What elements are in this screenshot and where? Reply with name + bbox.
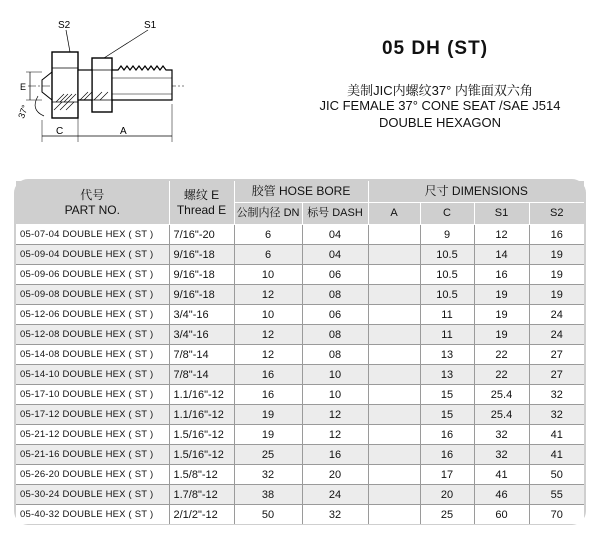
subtitle-chinese: 美制JIC内螺纹37° 内锥面双六角 [347,83,533,98]
table-row [16,385,584,405]
spec-table [16,181,584,524]
cell-c: 15 [420,385,474,405]
label-s2: S2 [58,20,71,31]
cell-c: 25 [420,505,474,525]
cell-s2: 50 [529,465,584,485]
cell-s1: 60 [474,505,529,525]
label-c: C [56,126,64,137]
cell-c: 20 [420,485,474,505]
cell-s1: 14 [474,245,529,265]
cell-dn: 25 [234,445,302,465]
header-s1: S1 [474,203,529,225]
cell-dash: 10 [302,385,368,405]
cell-dash: 04 [302,225,368,245]
cell-dash: 12 [302,425,368,445]
table-row [16,265,584,285]
cell-a [368,425,420,445]
cell-part-no: 05-21-12 DOUBLE HEX ( ST ) [16,425,169,445]
cell-thread: 1.1/16"-12 [169,405,234,425]
cell-dash: 06 [302,305,368,325]
cell-thread: 1.5/8"-12 [169,465,234,485]
cell-a [368,225,420,245]
cell-dn: 19 [234,405,302,425]
cell-a [368,445,420,465]
cell-dash: 06 [302,265,368,285]
cell-c: 9 [420,225,474,245]
cell-part-no: 05-21-16 DOUBLE HEX ( ST ) [16,445,169,465]
header-c: C [420,203,474,225]
cell-thread: 7/8"-14 [169,345,234,365]
cell-thread: 3/4"-16 [169,325,234,345]
cell-s1: 46 [474,485,529,505]
cell-c: 10.5 [420,245,474,265]
cell-dn: 12 [234,285,302,305]
cell-dn: 6 [234,225,302,245]
cell-a [368,365,420,385]
label-a: A [120,126,127,137]
header-part-cn: 代号 [80,187,105,202]
cell-dash: 12 [302,405,368,425]
subtitle-english-line2: DOUBLE HEXAGON [378,115,502,130]
cell-part-no: 05-09-04 DOUBLE HEX ( ST ) [16,245,169,265]
label-s1: S1 [144,20,157,31]
cell-s1: 19 [474,285,529,305]
cell-c: 10.5 [420,265,474,285]
header-part-no [16,181,169,225]
table-row [16,325,584,345]
table-row [16,445,584,465]
cell-s2: 27 [529,345,584,365]
cell-s1: 22 [474,345,529,365]
cell-s1: 32 [474,425,529,445]
cell-c: 11 [420,325,474,345]
cell-c: 13 [420,365,474,385]
cell-dn: 10 [234,305,302,325]
cell-thread: 9/16"-18 [169,285,234,305]
cell-c: 11 [420,305,474,325]
table-row [16,405,584,425]
cell-part-no: 05-12-06 DOUBLE HEX ( ST ) [16,305,169,325]
cell-s2: 24 [529,305,584,325]
header-part-en: PART NO. [64,202,120,217]
cell-part-no: 05-26-20 DOUBLE HEX ( ST ) [16,465,169,485]
cell-thread: 9/16"-18 [169,265,234,285]
header-a: A [368,203,420,225]
cell-s2: 41 [529,425,584,445]
cell-c: 10.5 [420,285,474,305]
cell-dn: 10 [234,265,302,285]
cell-dn: 32 [234,465,302,485]
cell-c: 16 [420,445,474,465]
header-s2: S2 [529,203,584,225]
cell-a [368,405,420,425]
cell-thread: 7/16"-20 [169,225,234,245]
cell-thread: 3/4"-16 [169,305,234,325]
cell-dash: 24 [302,485,368,505]
header-thread-en: Thread E [176,202,227,217]
cell-thread: 7/8"-14 [169,365,234,385]
cell-s2: 55 [529,485,584,505]
cell-s2: 19 [529,285,584,305]
cell-dash: 16 [302,445,368,465]
cell-thread: 9/16"-18 [169,245,234,265]
cell-a [368,265,420,285]
cell-c: 17 [420,465,474,485]
header-hose-bore: 胶管 HOSE BORE [234,181,368,203]
cell-s1: 25.4 [474,405,529,425]
cell-part-no: 05-14-10 DOUBLE HEX ( ST ) [16,365,169,385]
table-row [16,365,584,385]
cell-dash: 20 [302,465,368,485]
cell-s2: 24 [529,325,584,345]
cell-s1: 19 [474,325,529,345]
cell-part-no: 05-17-12 DOUBLE HEX ( ST ) [16,405,169,425]
cell-part-no: 05-07-04 DOUBLE HEX ( ST ) [16,225,169,245]
cell-dash: 08 [302,285,368,305]
cell-a [368,245,420,265]
cell-dash: 04 [302,245,368,265]
cell-part-no: 05-17-10 DOUBLE HEX ( ST ) [16,385,169,405]
table-row [16,485,584,505]
cell-c: 16 [420,425,474,445]
cell-dash: 10 [302,365,368,385]
cell-s1: 19 [474,305,529,325]
cell-thread: 2/1/2"-12 [169,505,234,525]
cell-a [368,325,420,345]
cell-part-no: 05-14-08 DOUBLE HEX ( ST ) [16,345,169,365]
label-angle: 37° [16,103,31,120]
cell-dn: 50 [234,505,302,525]
cell-thread: 1.5/16"-12 [169,425,234,445]
spec-table-body [16,225,584,525]
cell-thread: 1.7/8"-12 [169,485,234,505]
spec-table-container [14,179,586,525]
cell-s2: 16 [529,225,584,245]
cell-dash: 32 [302,505,368,525]
cell-part-no: 05-09-08 DOUBLE HEX ( ST ) [16,285,169,305]
cell-c: 13 [420,345,474,365]
subtitle-english-line1: JIC FEMALE 37° CONE SEAT /SAE J514 [319,98,561,113]
cell-s2: 32 [529,385,584,405]
cell-c: 15 [420,405,474,425]
cell-s2: 70 [529,505,584,525]
cell-a [368,285,420,305]
cell-s1: 22 [474,365,529,385]
table-row [16,345,584,365]
header-dn: 公制内径 DN [234,203,302,225]
cell-thread: 1.1/16"-12 [169,385,234,405]
cell-s1: 41 [474,465,529,485]
cell-s2: 41 [529,445,584,465]
header-thread-cn: 螺纹 E [183,187,220,202]
table-row [16,465,584,485]
cell-dn: 16 [234,385,302,405]
cell-s1: 12 [474,225,529,245]
cell-a [368,485,420,505]
cell-dash: 08 [302,325,368,345]
cell-a [368,505,420,525]
cell-s2: 32 [529,405,584,425]
cell-a [368,465,420,485]
cell-part-no: 05-09-06 DOUBLE HEX ( ST ) [16,265,169,285]
cell-part-no: 05-40-32 DOUBLE HEX ( ST ) [16,505,169,525]
cell-a [368,305,420,325]
header-dimensions: 尺寸 DIMENSIONS [368,181,584,203]
cell-thread: 1.5/16"-12 [169,445,234,465]
cell-s2: 19 [529,245,584,265]
cell-s1: 25.4 [474,385,529,405]
cell-s1: 16 [474,265,529,285]
cell-dash: 08 [302,345,368,365]
cell-s2: 27 [529,365,584,385]
cell-dn: 19 [234,425,302,445]
header-thread [169,181,234,225]
cell-dn: 38 [234,485,302,505]
header-dash: 标号 DASH [302,203,368,225]
cell-dn: 6 [234,245,302,265]
table-row [16,305,584,325]
table-row [16,425,584,445]
label-e: E [20,82,27,92]
table-row [16,225,584,245]
cell-dn: 12 [234,325,302,345]
cell-part-no: 05-12-08 DOUBLE HEX ( ST ) [16,325,169,345]
table-row [16,285,584,305]
table-row [16,245,584,265]
cell-part-no: 05-30-24 DOUBLE HEX ( ST ) [16,485,169,505]
table-row [16,505,584,525]
cell-dn: 12 [234,345,302,365]
fitting-drawing [8,18,186,146]
cell-s2: 19 [529,265,584,285]
cell-a [368,345,420,365]
cell-s1: 32 [474,445,529,465]
page-title: 05 DH (ST) [381,38,489,59]
cell-a [368,385,420,405]
cell-dn: 16 [234,365,302,385]
